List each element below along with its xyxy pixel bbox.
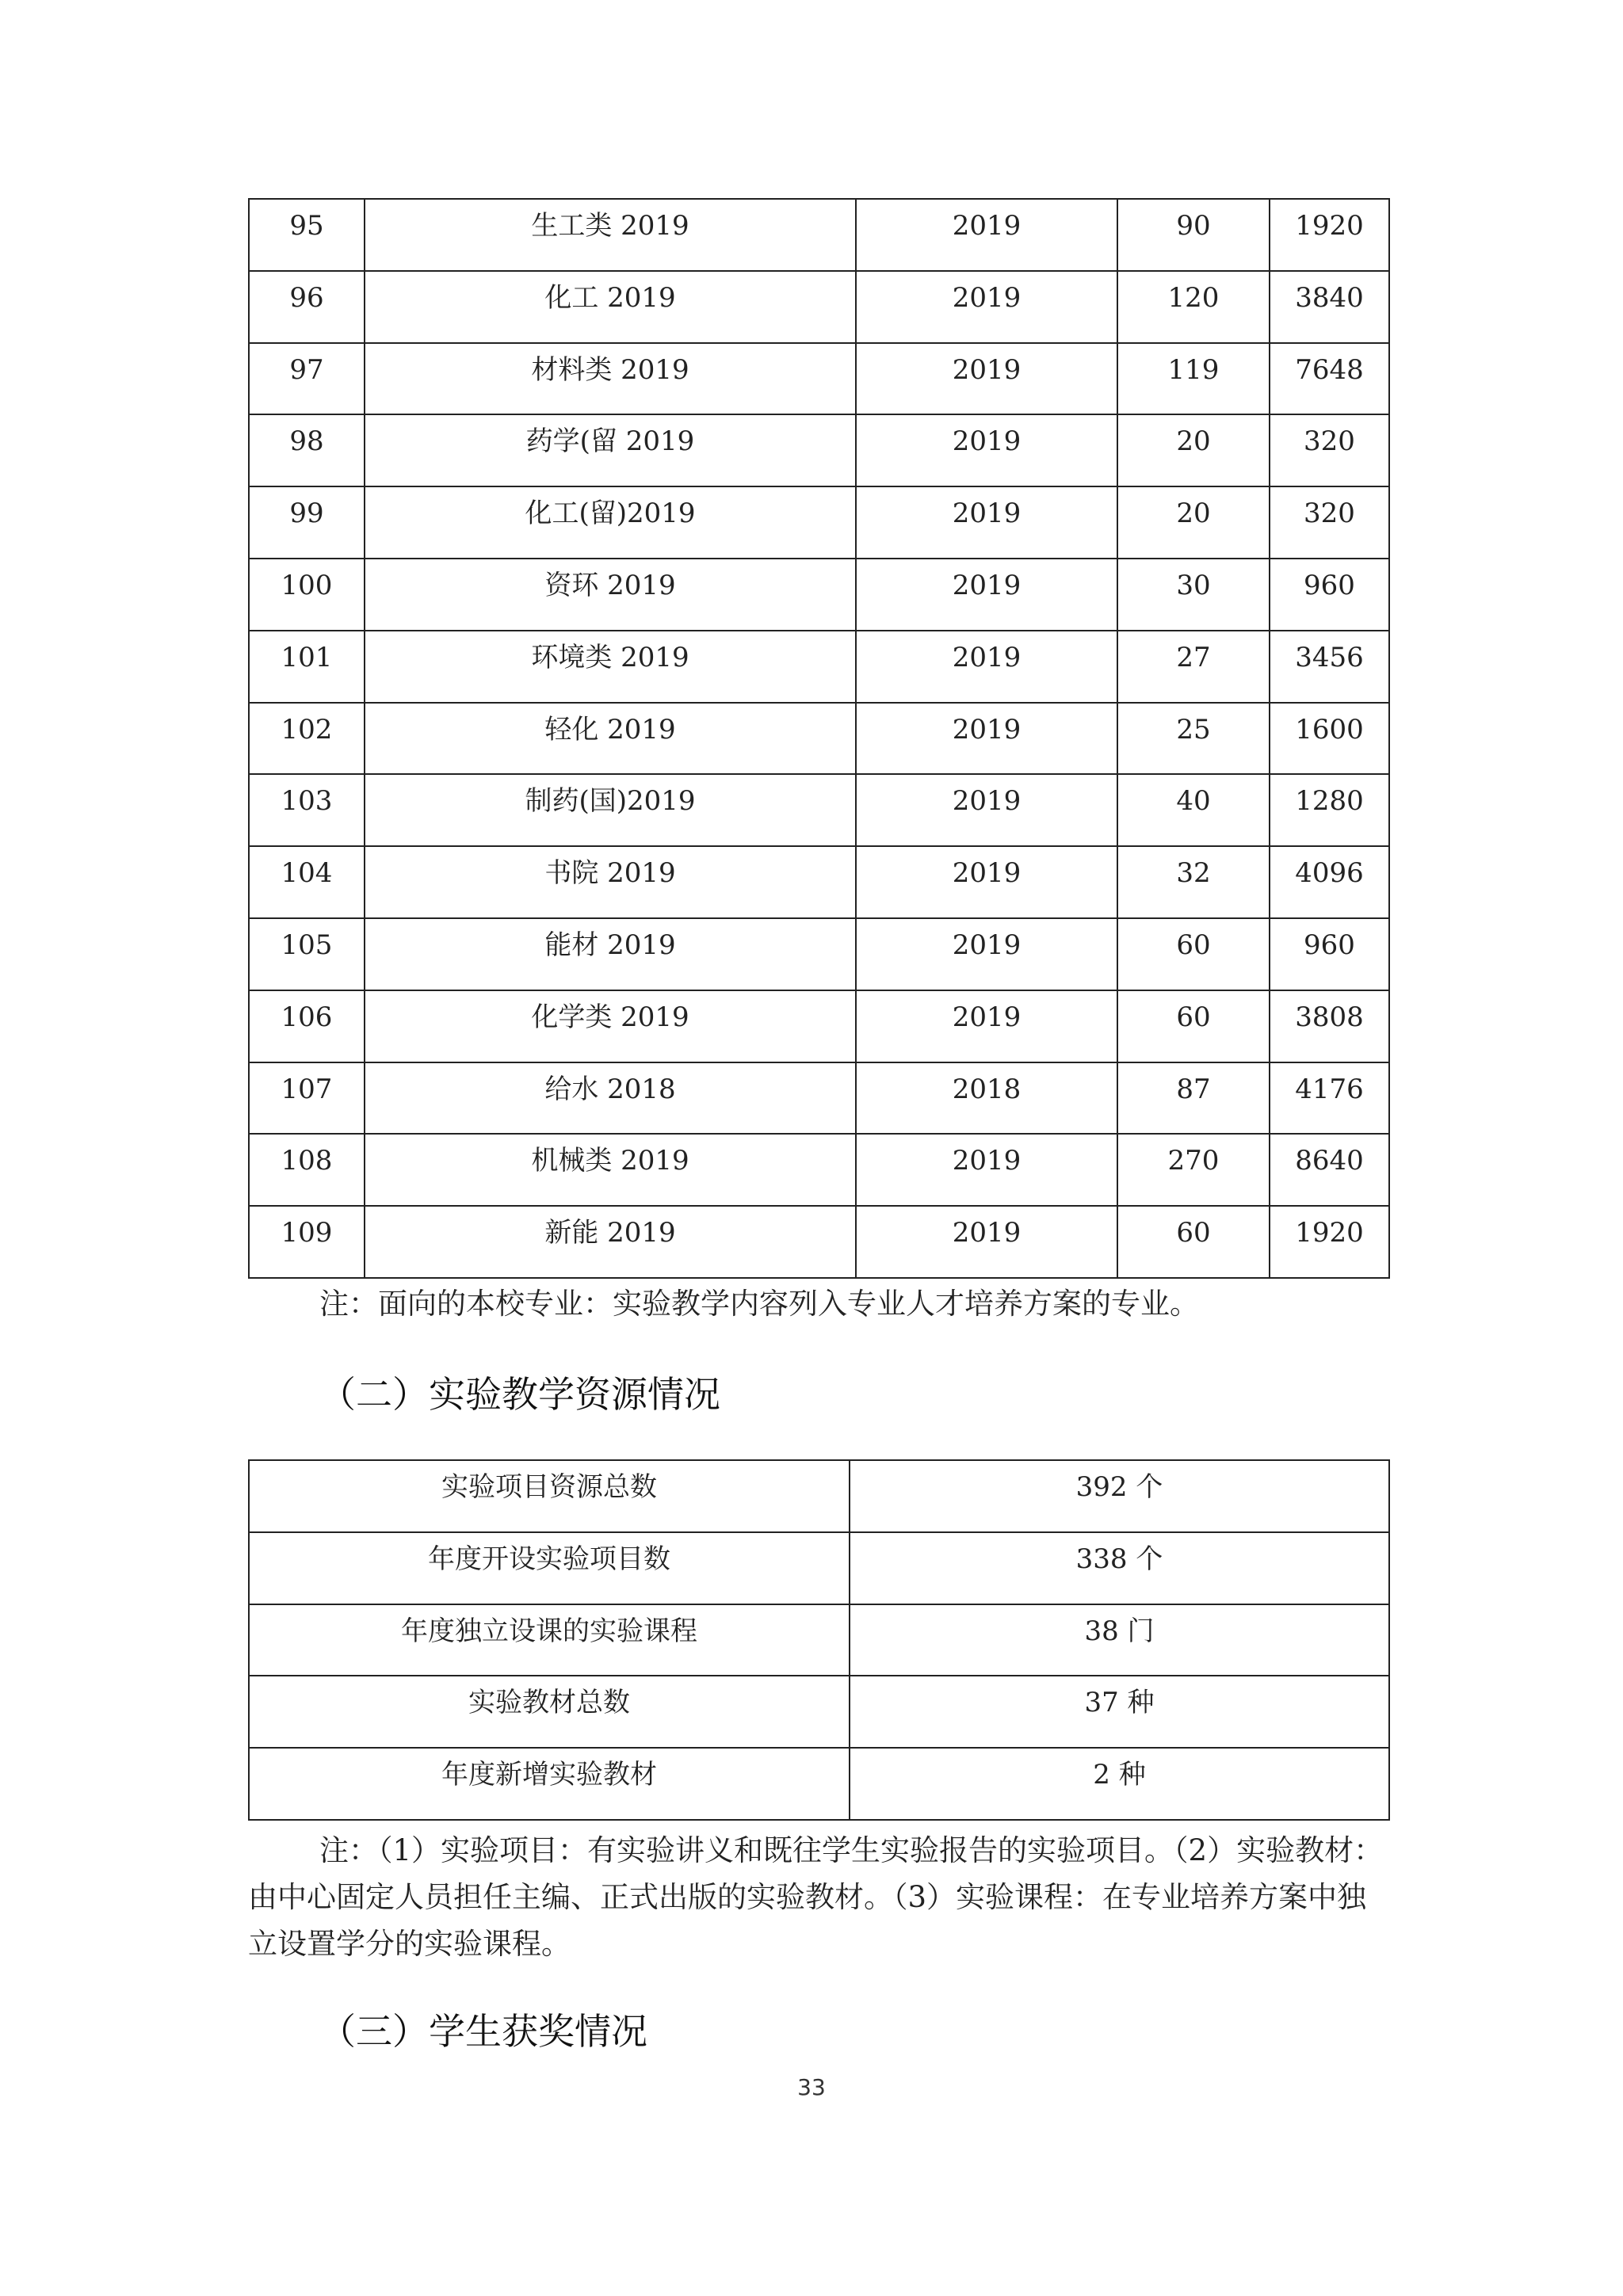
cell-label: 实验教材总数: [249, 1676, 850, 1748]
table-row: [249, 631, 1389, 703]
page-number: 33: [797, 2074, 826, 2100]
cell-students: 120: [1117, 271, 1270, 343]
cell-hours: 3808: [1270, 990, 1389, 1062]
table-row: [249, 990, 1389, 1062]
cell-students: 87: [1117, 1062, 1270, 1135]
majors-table-note: 注：面向的本校专业：实验教学内容列入专业人才培养方案的专业。: [319, 1287, 1199, 1321]
cell-name: 化工 2019: [365, 271, 856, 343]
cell-no: 105: [249, 918, 365, 990]
cell-hours: 960: [1270, 918, 1389, 990]
cell-no: 99: [249, 486, 365, 559]
cell-students: 60: [1117, 1206, 1270, 1278]
cell-students: 25: [1117, 703, 1270, 775]
cell-value: 38 门: [850, 1604, 1389, 1676]
table-row: [249, 486, 1389, 559]
cell-name: 环境类 2019: [365, 631, 856, 703]
cell-name: 化学类 2019: [365, 990, 856, 1062]
cell-name: 材料类 2019: [365, 343, 856, 415]
cell-name: 化工(留)2019: [365, 486, 856, 559]
table-row: [249, 774, 1389, 846]
cell-name: 机械类 2019: [365, 1134, 856, 1206]
cell-value: 37 种: [850, 1676, 1389, 1748]
cell-year: 2019: [856, 199, 1117, 271]
cell-students: 32: [1117, 846, 1270, 918]
cell-year: 2019: [856, 990, 1117, 1062]
cell-hours: 1920: [1270, 199, 1389, 271]
cell-year: 2019: [856, 846, 1117, 918]
cell-students: 60: [1117, 990, 1270, 1062]
cell-name: 书院 2019: [365, 846, 856, 918]
cell-year: 2019: [856, 343, 1117, 415]
cell-label: 年度开设实验项目数: [249, 1532, 850, 1604]
cell-students: 270: [1117, 1134, 1270, 1206]
cell-year: 2019: [856, 1134, 1117, 1206]
cell-label: 实验项目资源总数: [249, 1460, 850, 1532]
cell-no: 97: [249, 343, 365, 415]
cell-no: 102: [249, 703, 365, 775]
cell-hours: 320: [1270, 486, 1389, 559]
cell-year: 2019: [856, 703, 1117, 775]
table-row: [249, 559, 1389, 631]
cell-name: 药学(留 2019: [365, 414, 856, 486]
cell-students: 20: [1117, 486, 1270, 559]
cell-year: 2019: [856, 559, 1117, 631]
table-row: [249, 1460, 1389, 1532]
cell-no: 95: [249, 199, 365, 271]
table-row: [249, 1604, 1389, 1676]
cell-year: 2019: [856, 631, 1117, 703]
cell-no: 104: [249, 846, 365, 918]
cell-no: 108: [249, 1134, 365, 1206]
table-row: [249, 199, 1389, 271]
cell-hours: 1280: [1270, 774, 1389, 846]
cell-hours: 3840: [1270, 271, 1389, 343]
cell-students: 27: [1117, 631, 1270, 703]
cell-no: 98: [249, 414, 365, 486]
cell-name: 轻化 2019: [365, 703, 856, 775]
table-row: [249, 271, 1389, 343]
table-row: [249, 343, 1389, 415]
cell-value: 392 个: [850, 1460, 1389, 1532]
table-row: [249, 1748, 1389, 1820]
cell-year: 2019: [856, 774, 1117, 846]
table-row: [249, 1062, 1389, 1135]
cell-year: 2019: [856, 414, 1117, 486]
cell-label: 年度新增实验教材: [249, 1748, 850, 1820]
cell-year: 2019: [856, 918, 1117, 990]
cell-no: 101: [249, 631, 365, 703]
cell-year: 2019: [856, 1206, 1117, 1278]
cell-value: 338 个: [850, 1532, 1389, 1604]
cell-label: 年度独立设课的实验课程: [249, 1604, 850, 1676]
resources-table: [248, 1459, 1390, 1821]
cell-name: 资环 2019: [365, 559, 856, 631]
cell-name: 制药(国)2019: [365, 774, 856, 846]
cell-students: 60: [1117, 918, 1270, 990]
cell-hours: 4096: [1270, 846, 1389, 918]
cell-hours: 960: [1270, 559, 1389, 631]
cell-no: 100: [249, 559, 365, 631]
cell-no: 109: [249, 1206, 365, 1278]
table-row: [249, 846, 1389, 918]
cell-hours: 8640: [1270, 1134, 1389, 1206]
cell-hours: 4176: [1270, 1062, 1389, 1135]
cell-students: 90: [1117, 199, 1270, 271]
cell-no: 96: [249, 271, 365, 343]
cell-value: 2 种: [850, 1748, 1389, 1820]
table-row: [249, 1134, 1389, 1206]
cell-no: 103: [249, 774, 365, 846]
cell-hours: 320: [1270, 414, 1389, 486]
table-row: [249, 1206, 1389, 1278]
table-row: [249, 703, 1389, 775]
cell-students: 30: [1117, 559, 1270, 631]
table-row: [249, 918, 1389, 990]
cell-students: 119: [1117, 343, 1270, 415]
table-row: [249, 1532, 1389, 1604]
cell-name: 给水 2018: [365, 1062, 856, 1135]
table-row: [249, 414, 1389, 486]
cell-hours: 1920: [1270, 1206, 1389, 1278]
cell-hours: 3456: [1270, 631, 1389, 703]
cell-no: 107: [249, 1062, 365, 1135]
cell-year: 2019: [856, 486, 1117, 559]
cell-hours: 7648: [1270, 343, 1389, 415]
cell-name: 生工类 2019: [365, 199, 856, 271]
table-row: [249, 1676, 1389, 1748]
cell-no: 106: [249, 990, 365, 1062]
cell-hours: 1600: [1270, 703, 1389, 775]
cell-students: 40: [1117, 774, 1270, 846]
majors-table: [248, 198, 1390, 1279]
section-heading-resources: （二）实验教学资源情况: [319, 1373, 720, 1416]
cell-year: 2019: [856, 271, 1117, 343]
resources-table-note: 注：（1）实验项目：有实验讲义和既往学生实验报告的实验项目。（2）实验教材：由中心固定人员担任主编、正式出版的实验教材。（3）实验课程：在专业培养方案中独立设置学分的实验课程。: [248, 1833, 1384, 1961]
cell-name: 能材 2019: [365, 918, 856, 990]
cell-year: 2018: [856, 1062, 1117, 1135]
section-heading-awards: （三）学生获奖情况: [319, 2010, 647, 2053]
cell-students: 20: [1117, 414, 1270, 486]
cell-name: 新能 2019: [365, 1206, 856, 1278]
